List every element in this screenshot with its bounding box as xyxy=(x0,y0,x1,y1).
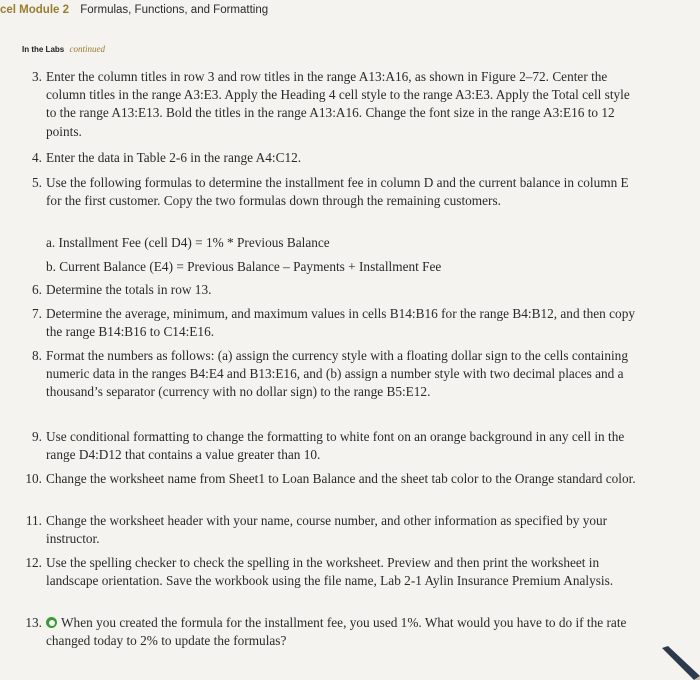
step-text: Enter the column titles in row 3 and row titles in the range A13:A16, as shown in Figure 2–72. Center the column titles in the range A3:E3. Apply the Heading 4 cell style to the range A3:E3. Apply the Total cell style to the range A13:E13. Bold the titles in the range A13:A16. Change the font size in the range A3:E16 to 12 points. xyxy=(46,69,630,139)
step-number: 9. xyxy=(32,429,42,444)
step-text: Format the numbers as follows: (a) assign the currency style with a floating dollar sign to the cells containing numeric data in the ranges B4:E4 and B13:E16, and (b) assign a number style with two decimal places and a thousand’s separator (currency with no dollar sign) to the range B5:E12. xyxy=(46,348,628,400)
step-text: Change the worksheet header with your name, course number, and other information as specified by your instructor. xyxy=(46,513,608,547)
step-13-body xyxy=(46,614,642,650)
step-number: 12. xyxy=(25,555,42,570)
substep-b: b. Current Balance (E4) = Previous Balance – Payments + Installment Fee xyxy=(46,259,442,274)
step-10 xyxy=(22,470,642,488)
step-text: Use the following formulas to determine the installment fee in column D and the current balance in column E for the first customer. Copy the two formulas down through the remaining customers. xyxy=(46,175,629,209)
step-text: When you created the formula for the installment fee, you used 1%. What would you have to do if the rate changed today to 2% to update the formulas? xyxy=(46,615,627,649)
step-number: 5. xyxy=(32,175,42,190)
step-number: 3. xyxy=(32,69,42,84)
running-head-continued: continued xyxy=(69,44,105,54)
step-number: 10. xyxy=(25,471,42,486)
step-text: Enter the data in Table 2-6 in the range A4:C12. xyxy=(46,150,302,165)
step-4 xyxy=(22,149,642,167)
module-label: cel Module 2 xyxy=(0,4,70,16)
step-13 xyxy=(22,614,642,650)
step-3 xyxy=(22,68,642,141)
module-topic: Formulas, Functions, and Formatting xyxy=(80,4,269,16)
step-number: 7. xyxy=(32,306,42,321)
step-text: Use conditional formatting to change the formatting to white font on an orange background in any cell in the range D4:D12 that contains a value greater than 10. xyxy=(46,429,625,463)
running-head-label: In the Labs xyxy=(22,45,65,54)
step-number: 8. xyxy=(32,348,42,363)
page-header xyxy=(0,4,268,22)
step-text: Determine the totals in row 13. xyxy=(46,282,212,297)
running-head xyxy=(22,44,105,54)
step-number: 4. xyxy=(32,150,42,165)
step-11 xyxy=(22,512,642,548)
step-7 xyxy=(22,305,642,341)
step-6 xyxy=(22,281,642,299)
step-9 xyxy=(22,428,642,464)
substep-a: a. Installment Fee (cell D4) = 1% * Previous Balance xyxy=(46,235,330,250)
step-5 xyxy=(22,174,642,210)
step-12 xyxy=(22,554,642,590)
step-number: 13. xyxy=(25,615,42,630)
step-number: 6. xyxy=(32,282,42,297)
pencil-icon xyxy=(658,646,700,680)
critical-thinking-icon xyxy=(46,617,57,628)
step-8 xyxy=(22,347,642,402)
step-text: Use the spelling checker to check the spelling in the worksheet. Preview and then print the worksheet in landscape orientation. Save the workbook using the file name, Lab 2-1 Aylin Insurance Premium Analysis. xyxy=(46,555,614,589)
step-number: 11. xyxy=(25,513,42,528)
step-text: Change the worksheet name from Sheet1 to Loan Balance and the sheet tab color to the Orange standard color. xyxy=(46,471,636,486)
step-text: Determine the average, minimum, and maximum values in cells B14:B16 for the range B4:B12, and then copy the range B14:B16 to C14:E16. xyxy=(46,306,635,340)
